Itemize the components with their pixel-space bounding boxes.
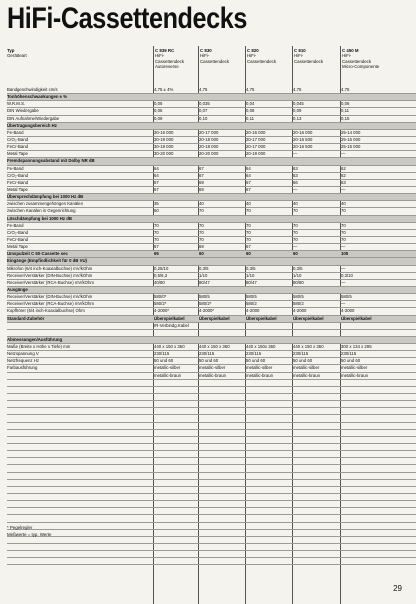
row-label: W.R.M.S. xyxy=(7,101,26,107)
footnote: * Pegelregler xyxy=(7,525,33,530)
table-cell: 70 xyxy=(293,236,298,242)
table-cell: 0,08 xyxy=(246,108,255,114)
table-row xyxy=(7,151,416,158)
table-cell: 64 xyxy=(154,172,159,178)
table-cell: 4-2000 xyxy=(246,308,260,314)
table-row xyxy=(7,387,416,394)
table-cell: 20-19 000 xyxy=(246,151,266,157)
table-cell: 20-16 500 xyxy=(293,136,313,142)
table-cell: 230/115 xyxy=(246,351,262,357)
table-cell: 4-2000 xyxy=(293,308,307,314)
table-row xyxy=(7,273,416,280)
footnote: Meßwerte = typ. Werte xyxy=(7,532,52,537)
row-label: Receiver/Verstärker (DIN-Buchse) mV/kOhm xyxy=(7,272,93,278)
table-cell: 0,09 xyxy=(154,115,163,121)
table-cell: 580/5 xyxy=(293,294,304,300)
table-cell: 230/115 xyxy=(154,351,170,357)
table-row xyxy=(7,365,416,372)
table-cell: 67 xyxy=(199,165,204,171)
table-cell: 80/80 xyxy=(293,279,304,285)
table-row xyxy=(7,415,416,422)
section-header-row xyxy=(7,316,416,323)
table-cell: 70 xyxy=(199,222,204,228)
table-cell: 40 xyxy=(341,201,346,207)
table-cell: metallic-silber xyxy=(341,365,368,371)
table-cell: 580/2* xyxy=(154,301,167,307)
table-row xyxy=(7,173,416,180)
table-cell: 20-16 000 xyxy=(293,129,313,135)
table-row xyxy=(7,523,416,530)
table-cell: 70 xyxy=(199,229,204,235)
table-row xyxy=(7,515,416,522)
table-cell: 440 x 150 x 360 xyxy=(293,344,324,350)
table-cell: 67 xyxy=(246,244,251,250)
model-desc: HiFi- xyxy=(247,53,257,59)
table-cell: 580/5 xyxy=(246,294,257,300)
table-cell: 30-19 000 xyxy=(154,144,174,150)
row-label: Fe-Band xyxy=(7,165,24,171)
table-row xyxy=(7,351,416,358)
table-row xyxy=(7,237,416,244)
row-label: Übersprechdämpfung bei 1000 Hz dB xyxy=(7,194,84,200)
table-cell: Überspielkabel xyxy=(246,315,277,321)
table-cell: 50 und 60 xyxy=(246,358,266,364)
row-label: Standard-Zubehör xyxy=(7,315,45,321)
row-label: Maße (Breite x Höhe x Tiefe) mm xyxy=(7,344,71,350)
model-name: C 830 xyxy=(200,48,212,53)
table-cell: 70 xyxy=(246,229,251,235)
model-header xyxy=(155,48,184,70)
table-cell: 40/80 xyxy=(154,279,165,285)
table-row xyxy=(7,230,416,237)
table-cell: 70 xyxy=(154,229,159,235)
section-header-row xyxy=(7,287,416,294)
table-cell: 70 xyxy=(341,229,346,235)
table-cell: 30-16 000 xyxy=(154,129,174,135)
table-cell: 20-16 000 xyxy=(246,129,266,135)
table-cell: 40 xyxy=(293,201,298,207)
table-cell: Überspielkabel xyxy=(293,315,324,321)
table-row xyxy=(7,551,416,558)
table-cell: 4,75 xyxy=(341,87,350,92)
table-row xyxy=(7,130,416,137)
model-header xyxy=(200,48,229,64)
table-cell: 70 xyxy=(341,222,346,228)
table-cell: 0,06 xyxy=(154,108,163,114)
row-label: zwischen zusammengehörigen Kanälen xyxy=(7,201,83,207)
table-cell: metallic-braun xyxy=(246,372,273,378)
table-cell: — xyxy=(341,279,346,285)
table-cell: 60 xyxy=(246,251,251,257)
table-cell: 70 xyxy=(199,208,204,214)
table-row xyxy=(7,501,416,508)
spec-table xyxy=(7,87,416,565)
table-cell: 580/5 xyxy=(199,294,210,300)
table-row xyxy=(7,373,416,380)
table-row xyxy=(7,430,416,437)
table-cell: 0,07 xyxy=(199,108,208,114)
table-row xyxy=(7,301,416,308)
page-title: HiFi-Cassettendecks xyxy=(7,2,247,35)
table-cell: 105 xyxy=(341,251,349,257)
table-row xyxy=(7,480,416,487)
table-cell: 50 und 60 xyxy=(293,358,313,364)
table-cell: 0,11 xyxy=(341,108,350,114)
table-cell: 0,05 xyxy=(154,101,163,107)
table-cell: 70 xyxy=(246,222,251,228)
table-cell: 60 xyxy=(154,208,159,214)
table-row xyxy=(7,401,416,408)
section-header-row xyxy=(7,194,416,201)
model-desc: Micro-Componente xyxy=(342,64,380,70)
model-desc: HiFi- xyxy=(294,53,304,59)
table-cell: metallic-braun xyxy=(154,372,181,378)
table-cell: 4-2000* xyxy=(154,308,170,314)
table-cell: 25-14 000 xyxy=(341,129,361,135)
table-cell: 30-19 000 xyxy=(154,136,174,142)
row-label: Receiver/Verstärker (DIN-Buchse) mV/kOhm xyxy=(7,294,93,300)
table-row xyxy=(7,458,416,465)
table-cell: 60 xyxy=(199,251,204,257)
row-label: Netzspannung V xyxy=(7,351,39,357)
table-cell: 1/10 xyxy=(199,272,208,278)
table-cell: 0,3/5 xyxy=(293,265,303,271)
model-desc: Cassettendeck xyxy=(294,58,324,64)
table-cell: 0,15 xyxy=(341,115,350,121)
table-row xyxy=(7,358,416,365)
table-cell: 580/2 xyxy=(246,301,257,307)
table-row xyxy=(7,201,416,208)
table-row xyxy=(7,473,416,480)
table-cell: 63 xyxy=(293,172,298,178)
table-cell: 0,04 xyxy=(246,101,255,107)
table-cell: 50 und 60 xyxy=(154,358,174,364)
table-cell: 70 xyxy=(246,208,251,214)
table-cell: 65 xyxy=(154,251,159,257)
row-label: Fe-Band xyxy=(7,222,24,228)
table-cell: 0,5/6,3 xyxy=(154,272,168,278)
table-cell: 25-15 000 xyxy=(341,136,361,142)
table-cell: — xyxy=(341,301,346,307)
table-row xyxy=(7,544,416,551)
table-row xyxy=(7,558,416,565)
table-cell: metallic-silber xyxy=(293,365,320,371)
label-header-type: Typ xyxy=(7,48,15,53)
table-cell: 69 xyxy=(199,186,204,192)
table-row xyxy=(7,166,416,173)
row-label: Bandgeschwindigkeit cm/s xyxy=(7,87,58,92)
model-name: C 450 M xyxy=(342,48,359,53)
model-name: C 810 xyxy=(294,48,306,53)
table-cell: — xyxy=(293,151,298,157)
table-row xyxy=(7,394,416,401)
row-label: zwischen Kanälen in Gegenrichtung xyxy=(7,208,76,214)
table-cell: 70 xyxy=(154,222,159,228)
table-row xyxy=(7,116,416,123)
table-cell: 64 xyxy=(154,165,159,171)
label-header-kind: Gerätteart xyxy=(7,53,27,59)
table-row xyxy=(7,330,416,337)
row-label: FeCr-Band xyxy=(7,236,29,242)
table-cell: 4-2000 xyxy=(341,308,355,314)
table-cell: 35 xyxy=(154,201,159,207)
table-cell: 0,045 xyxy=(293,101,304,107)
model-desc: Cassettendeck xyxy=(247,58,277,64)
section-header-row xyxy=(7,337,416,344)
table-cell: 70 xyxy=(199,236,204,242)
table-cell: 580/0* xyxy=(154,294,167,300)
table-cell: 4,75 xyxy=(293,87,302,92)
table-cell: 67 xyxy=(154,244,159,250)
footnotes xyxy=(7,524,51,538)
table-cell: 20-17 000 xyxy=(199,129,219,135)
row-label: Fremdspannungsabstand mit Dolby NR dB xyxy=(7,158,95,164)
table-cell: Überspielkabel xyxy=(341,315,372,321)
section-header-row xyxy=(7,123,416,130)
table-row xyxy=(7,137,416,144)
row-label: DIN Aufnahme/Wiedergabe xyxy=(7,115,60,121)
table-row xyxy=(7,487,416,494)
table-cell: 0,3/5 xyxy=(246,265,256,271)
row-label: DIN Wiedergabe xyxy=(7,108,39,114)
table-cell: 70 xyxy=(154,236,159,242)
table-cell: 80/47 xyxy=(246,279,257,285)
table-cell: metallic-braun xyxy=(199,372,226,378)
table-cell: 300 x 134 x 295 xyxy=(341,344,372,350)
table-row xyxy=(7,537,416,544)
table-cell: 70 xyxy=(293,222,298,228)
table-cell: 64 xyxy=(246,165,251,171)
row-label: FeCr-Band xyxy=(7,144,29,150)
table-cell: 0,11 xyxy=(246,115,255,121)
model-desc: Cassettendeck xyxy=(200,58,230,64)
table-row xyxy=(7,380,416,387)
table-cell: 70 xyxy=(341,236,346,242)
model-header xyxy=(247,48,276,64)
row-label: Receiver/Verstärker (RCA-Buchse) mV/kOhm xyxy=(7,279,94,285)
table-cell: — xyxy=(293,186,298,192)
table-cell: 66 xyxy=(293,179,298,185)
section-header-row xyxy=(7,94,416,101)
row-label: Mikrofon (6/4 inch-Koaxialbuchse) mV/kOhm xyxy=(7,265,93,271)
table-cell: 20-17 000 xyxy=(246,144,266,150)
section-header-row xyxy=(7,258,416,265)
table-cell: 440 x 150x 360 xyxy=(246,344,276,350)
row-label: Abmessungen/Ausführung xyxy=(7,336,63,342)
table-cell: — xyxy=(341,186,346,192)
table-cell: 67 xyxy=(246,186,251,192)
table-cell: 580/2* xyxy=(199,301,212,307)
row-label: Metal Tape xyxy=(7,244,28,250)
table-cell: 20-20 000 xyxy=(199,151,219,157)
row-label: Farbausführung xyxy=(7,365,38,371)
table-cell: metallic-braun xyxy=(293,372,320,378)
table-row xyxy=(7,344,416,351)
row-label: Receiver/Verstärker (RCA-Buchse) mV/kOhm xyxy=(7,301,94,307)
section-header-row xyxy=(7,158,416,165)
table-cell: 67 xyxy=(199,172,204,178)
model-name: C 820 xyxy=(247,48,259,53)
table-cell: 30-20 000 xyxy=(154,151,174,157)
table-row xyxy=(7,308,416,315)
model-header xyxy=(294,48,323,64)
table-cell: metallic-silber xyxy=(246,365,273,371)
table-cell: 0,10 xyxy=(199,115,208,121)
model-name: C 839 RC xyxy=(155,48,175,53)
table-row xyxy=(7,101,416,108)
table-cell: — xyxy=(341,265,346,271)
page-number: 29 xyxy=(393,584,402,593)
table-cell: 70 xyxy=(341,208,346,214)
table-cell: 62 xyxy=(341,165,346,171)
table-row xyxy=(7,244,416,251)
row-label: Kopfhörer (6/4 inch-Koaxialbuchse) Ohm xyxy=(7,308,85,314)
table-cell: 580/2 xyxy=(293,301,304,307)
table-cell: — xyxy=(341,244,346,250)
table-cell: 25-15 000 xyxy=(341,144,361,150)
table-cell: 40 xyxy=(199,201,204,207)
model-desc: Cassettendeck xyxy=(155,58,185,64)
table-row xyxy=(7,451,416,458)
table-cell: 4,75 xyxy=(199,87,208,92)
table-row xyxy=(7,266,416,273)
row-label: Löschdämpfung bei 1000 Hz dB xyxy=(7,215,72,221)
table-cell: 20-18 000 xyxy=(199,136,219,142)
table-cell: 67 xyxy=(246,179,251,185)
model-desc: Autoreverse xyxy=(155,64,179,70)
table-cell: 1/10 xyxy=(293,272,302,278)
model-header xyxy=(342,48,379,70)
table-cell: 69 xyxy=(199,179,204,185)
table-cell: metallic-silber xyxy=(154,365,181,371)
table-cell: 0,3/5 xyxy=(199,265,209,271)
section-header-row xyxy=(7,251,416,258)
row-label: Ausgänge xyxy=(7,286,28,292)
row-label: CrO₂-Band xyxy=(7,136,29,142)
section-header-row xyxy=(7,216,416,223)
row-label: FeCr-Band xyxy=(7,179,29,185)
table-cell: 4,75 ± 4% xyxy=(154,87,174,92)
table-row xyxy=(7,494,416,501)
table-cell: metallic-braun xyxy=(341,372,368,378)
row-label: Fe-Band xyxy=(7,129,24,135)
table-row xyxy=(7,208,416,215)
table-cell: 230/115 xyxy=(199,351,215,357)
table-cell: — xyxy=(341,151,346,157)
table-row xyxy=(7,437,416,444)
table-row xyxy=(7,323,416,330)
table-cell: 0,09 xyxy=(293,108,302,114)
table-cell: 69 xyxy=(199,244,204,250)
table-cell: 0,035 xyxy=(199,101,210,107)
model-desc: HiFi- xyxy=(342,53,352,59)
table-cell: 67 xyxy=(154,186,159,192)
table-row xyxy=(7,223,416,230)
table-cell: Überspielkabel xyxy=(154,315,185,321)
table-cell: 0,25/10 xyxy=(154,265,169,271)
table-row xyxy=(7,87,416,94)
row-label: Netzfrequenz Hz xyxy=(7,358,40,364)
label-header xyxy=(7,48,27,59)
table-cell: 580/5 xyxy=(341,294,352,300)
table-cell: 80/47 xyxy=(199,279,210,285)
table-row xyxy=(7,423,416,430)
table-cell: 40 xyxy=(246,201,251,207)
row-label: Metal Tape xyxy=(7,151,28,157)
table-cell: 64 xyxy=(246,172,251,178)
row-label: Eingänge (Empfindlichkeit für 0 dB VU) xyxy=(7,258,87,264)
table-cell: — xyxy=(293,244,298,250)
table-row xyxy=(7,187,416,194)
table-row xyxy=(7,180,416,187)
table-row xyxy=(7,465,416,472)
table-cell: 0,13 xyxy=(293,115,302,121)
table-row xyxy=(7,280,416,287)
table-cell: IR-Verbindg.Kabel xyxy=(154,322,189,328)
table-cell: 4-2000* xyxy=(199,308,215,314)
table-cell: 70 xyxy=(246,236,251,242)
model-desc: Cassettendeck xyxy=(342,58,372,64)
row-label: Tonhöhenschwankungen ± % xyxy=(7,94,68,100)
table-cell: 50 und 60 xyxy=(199,358,219,364)
row-label: CrO₂-Band xyxy=(7,172,29,178)
row-label: Übertragungsbereich Hz xyxy=(7,122,57,128)
table-cell: 0,06 xyxy=(341,101,350,107)
table-row xyxy=(7,530,416,537)
table-cell: 70 xyxy=(293,229,298,235)
table-cell: 70 xyxy=(293,208,298,214)
table-cell: 60 xyxy=(293,251,298,257)
table-cell: 440 x 150 x 360 xyxy=(154,344,185,350)
table-row xyxy=(7,144,416,151)
table-cell: 4,75 xyxy=(246,87,255,92)
row-label: CrO₂-Band xyxy=(7,229,29,235)
table-cell: 230/115 xyxy=(341,351,357,357)
table-cell: Überspielkabel xyxy=(199,315,230,321)
table-row xyxy=(7,108,416,115)
row-label: Umspulzeit C 60-Cassette sec xyxy=(7,251,68,257)
table-cell: 63 xyxy=(293,165,298,171)
table-cell: 1/10 xyxy=(246,272,255,278)
table-cell: 440 x 150 x 360 xyxy=(199,344,230,350)
table-cell: 63 xyxy=(341,179,346,185)
table-cell: metallic-silber xyxy=(199,365,226,371)
table-row xyxy=(7,508,416,515)
row-label: Metal Tape xyxy=(7,186,28,192)
table-cell: 0,3/10 xyxy=(341,272,353,278)
model-desc: HiFi- xyxy=(200,53,210,59)
table-cell: 62 xyxy=(341,172,346,178)
table-row xyxy=(7,294,416,301)
table-cell: 20-16 500 xyxy=(293,144,313,150)
table-cell: 67 xyxy=(154,179,159,185)
table-cell: 20-18 000 xyxy=(199,144,219,150)
table-row xyxy=(7,444,416,451)
table-cell: 20-17 000 xyxy=(246,136,266,142)
table-cell: 50 und 60 xyxy=(341,358,361,364)
table-row xyxy=(7,408,416,415)
table-cell: 230/115 xyxy=(293,351,309,357)
model-desc: HiFi- xyxy=(155,53,165,59)
